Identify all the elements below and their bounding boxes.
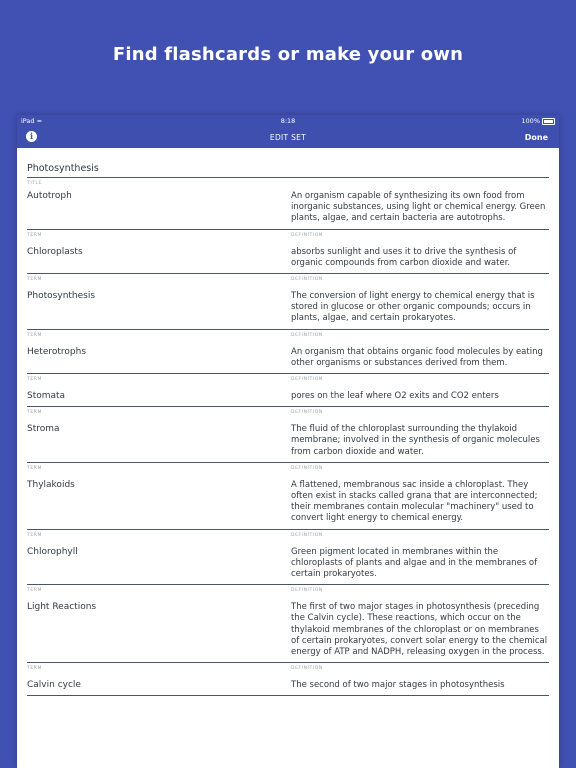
battery-icon bbox=[542, 118, 555, 125]
definition-input[interactable]: The conversion of light energy to chemical energy that is stored in glucose or other organic compounds; occurs in plants, algae, and certain prokaryotes. bbox=[291, 291, 535, 324]
definition-input[interactable]: The second of two major stages in photosynthesis bbox=[291, 680, 505, 691]
term-input[interactable]: Photosynthesis bbox=[27, 291, 96, 302]
definition-label: DEFINITION bbox=[291, 465, 323, 471]
definition-input[interactable]: The fluid of the chloroplast surrounding the thylakoid membrane; involved in the synthesis of organic molecules from carbon dioxide and water. bbox=[291, 424, 540, 457]
card-row bbox=[27, 475, 549, 530]
card-labels bbox=[27, 585, 549, 597]
term-input[interactable]: Stomata bbox=[27, 391, 66, 402]
card-list bbox=[27, 186, 549, 696]
card-labels bbox=[27, 274, 549, 286]
definition-input[interactable]: The first of two major stages in photosynthesis (preceding the Calvin cycle). These reactions, which occur on the thylakoid membranes of the chloroplast or on membranes of certain prokaryotes, convert solar energy to the chemical energy of ATP and NADPH, releasing oxygen in the process. bbox=[291, 602, 548, 658]
term-label: TERM bbox=[27, 232, 43, 238]
definition-label: DEFINITION bbox=[291, 532, 323, 538]
card-row bbox=[27, 386, 549, 407]
card-row bbox=[27, 675, 549, 696]
definition-input[interactable]: An organism capable of synthesizing its own food from inorganic substances, using light or chemical energy. Green plants, algae, and certain bacteria are autotrophs. bbox=[291, 191, 546, 224]
card-row bbox=[27, 186, 549, 230]
definition-input[interactable]: absorbs sunlight and uses it to drive the synthesis of organic compounds from carbon dioxide and water. bbox=[291, 246, 517, 268]
definition-label: DEFINITION bbox=[291, 232, 323, 238]
card-row bbox=[27, 286, 549, 330]
marketing-headline: Find flashcards or make your own bbox=[112, 44, 464, 65]
card-row bbox=[27, 597, 549, 663]
card-labels bbox=[27, 407, 549, 419]
definition-label: DEFINITION bbox=[291, 277, 323, 283]
status-bar bbox=[17, 115, 559, 127]
status-device-label: iPad ≈ bbox=[21, 117, 43, 125]
wifi-icon: ≈ bbox=[36, 117, 43, 125]
card-row bbox=[27, 542, 549, 586]
term-input[interactable]: Stroma bbox=[27, 424, 60, 435]
term-input[interactable]: Thylakoids bbox=[27, 479, 75, 490]
term-label: TERM bbox=[27, 410, 43, 416]
term-label: TERM bbox=[27, 277, 43, 283]
info-icon[interactable]: i bbox=[26, 131, 37, 142]
term-label: TERM bbox=[27, 465, 43, 471]
term-label: TERM bbox=[27, 666, 43, 672]
term-input[interactable]: Chloroplasts bbox=[27, 246, 83, 257]
status-battery: 100% bbox=[521, 115, 555, 127]
term-input[interactable]: Light Reactions bbox=[27, 602, 97, 613]
term-input[interactable]: Chlorophyll bbox=[27, 546, 78, 557]
definition-label: DEFINITION bbox=[291, 588, 323, 594]
card-row bbox=[27, 242, 549, 274]
definition-input[interactable]: A flattened, membranous sac inside a chloroplast. They often exist in stacks called grana that are interconnected; their membranes contain molecular "machinery" used to convert light energy to chemical energy. bbox=[291, 479, 538, 524]
status-time: 8:18 bbox=[280, 117, 296, 125]
card-row bbox=[27, 419, 549, 463]
term-input[interactable]: Calvin cycle bbox=[27, 680, 81, 691]
title-label: TITLE bbox=[27, 181, 43, 186]
card-labels bbox=[27, 230, 549, 242]
term-input[interactable]: Autotroph bbox=[27, 191, 72, 201]
definition-input[interactable]: pores on the leaf where O2 exits and CO2 enters bbox=[291, 391, 499, 402]
card-labels bbox=[27, 330, 549, 342]
definition-input[interactable]: An organism that obtains organic food molecules by eating other organisms or substances derived from them. bbox=[291, 346, 543, 368]
definition-input[interactable]: Green pigment located in membranes within the chloroplasts of plants and algae and in the membranes of certain prokaryotes. bbox=[291, 546, 538, 580]
set-title-input[interactable]: Photosynthesis bbox=[27, 163, 549, 178]
definition-label: DEFINITION bbox=[291, 377, 323, 383]
definition-label: DEFINITION bbox=[291, 410, 323, 416]
term-label: TERM bbox=[27, 588, 43, 594]
term-label: TERM bbox=[27, 377, 43, 383]
term-label: TERM bbox=[27, 332, 43, 338]
ipad-screen bbox=[17, 115, 559, 768]
done-button[interactable]: Done bbox=[524, 133, 548, 142]
card-labels bbox=[27, 463, 549, 475]
card-labels bbox=[27, 530, 549, 542]
definition-label: DEFINITION bbox=[291, 666, 323, 672]
term-input[interactable]: Heterotrophs bbox=[27, 346, 87, 357]
card-row bbox=[27, 342, 549, 374]
term-label: TERM bbox=[27, 532, 43, 538]
nav-bar bbox=[17, 127, 559, 148]
card-labels bbox=[27, 374, 549, 386]
card-labels bbox=[27, 663, 549, 675]
edit-set-content bbox=[17, 148, 559, 696]
definition-label: DEFINITION bbox=[291, 332, 323, 338]
nav-title: EDIT SET bbox=[269, 133, 307, 142]
